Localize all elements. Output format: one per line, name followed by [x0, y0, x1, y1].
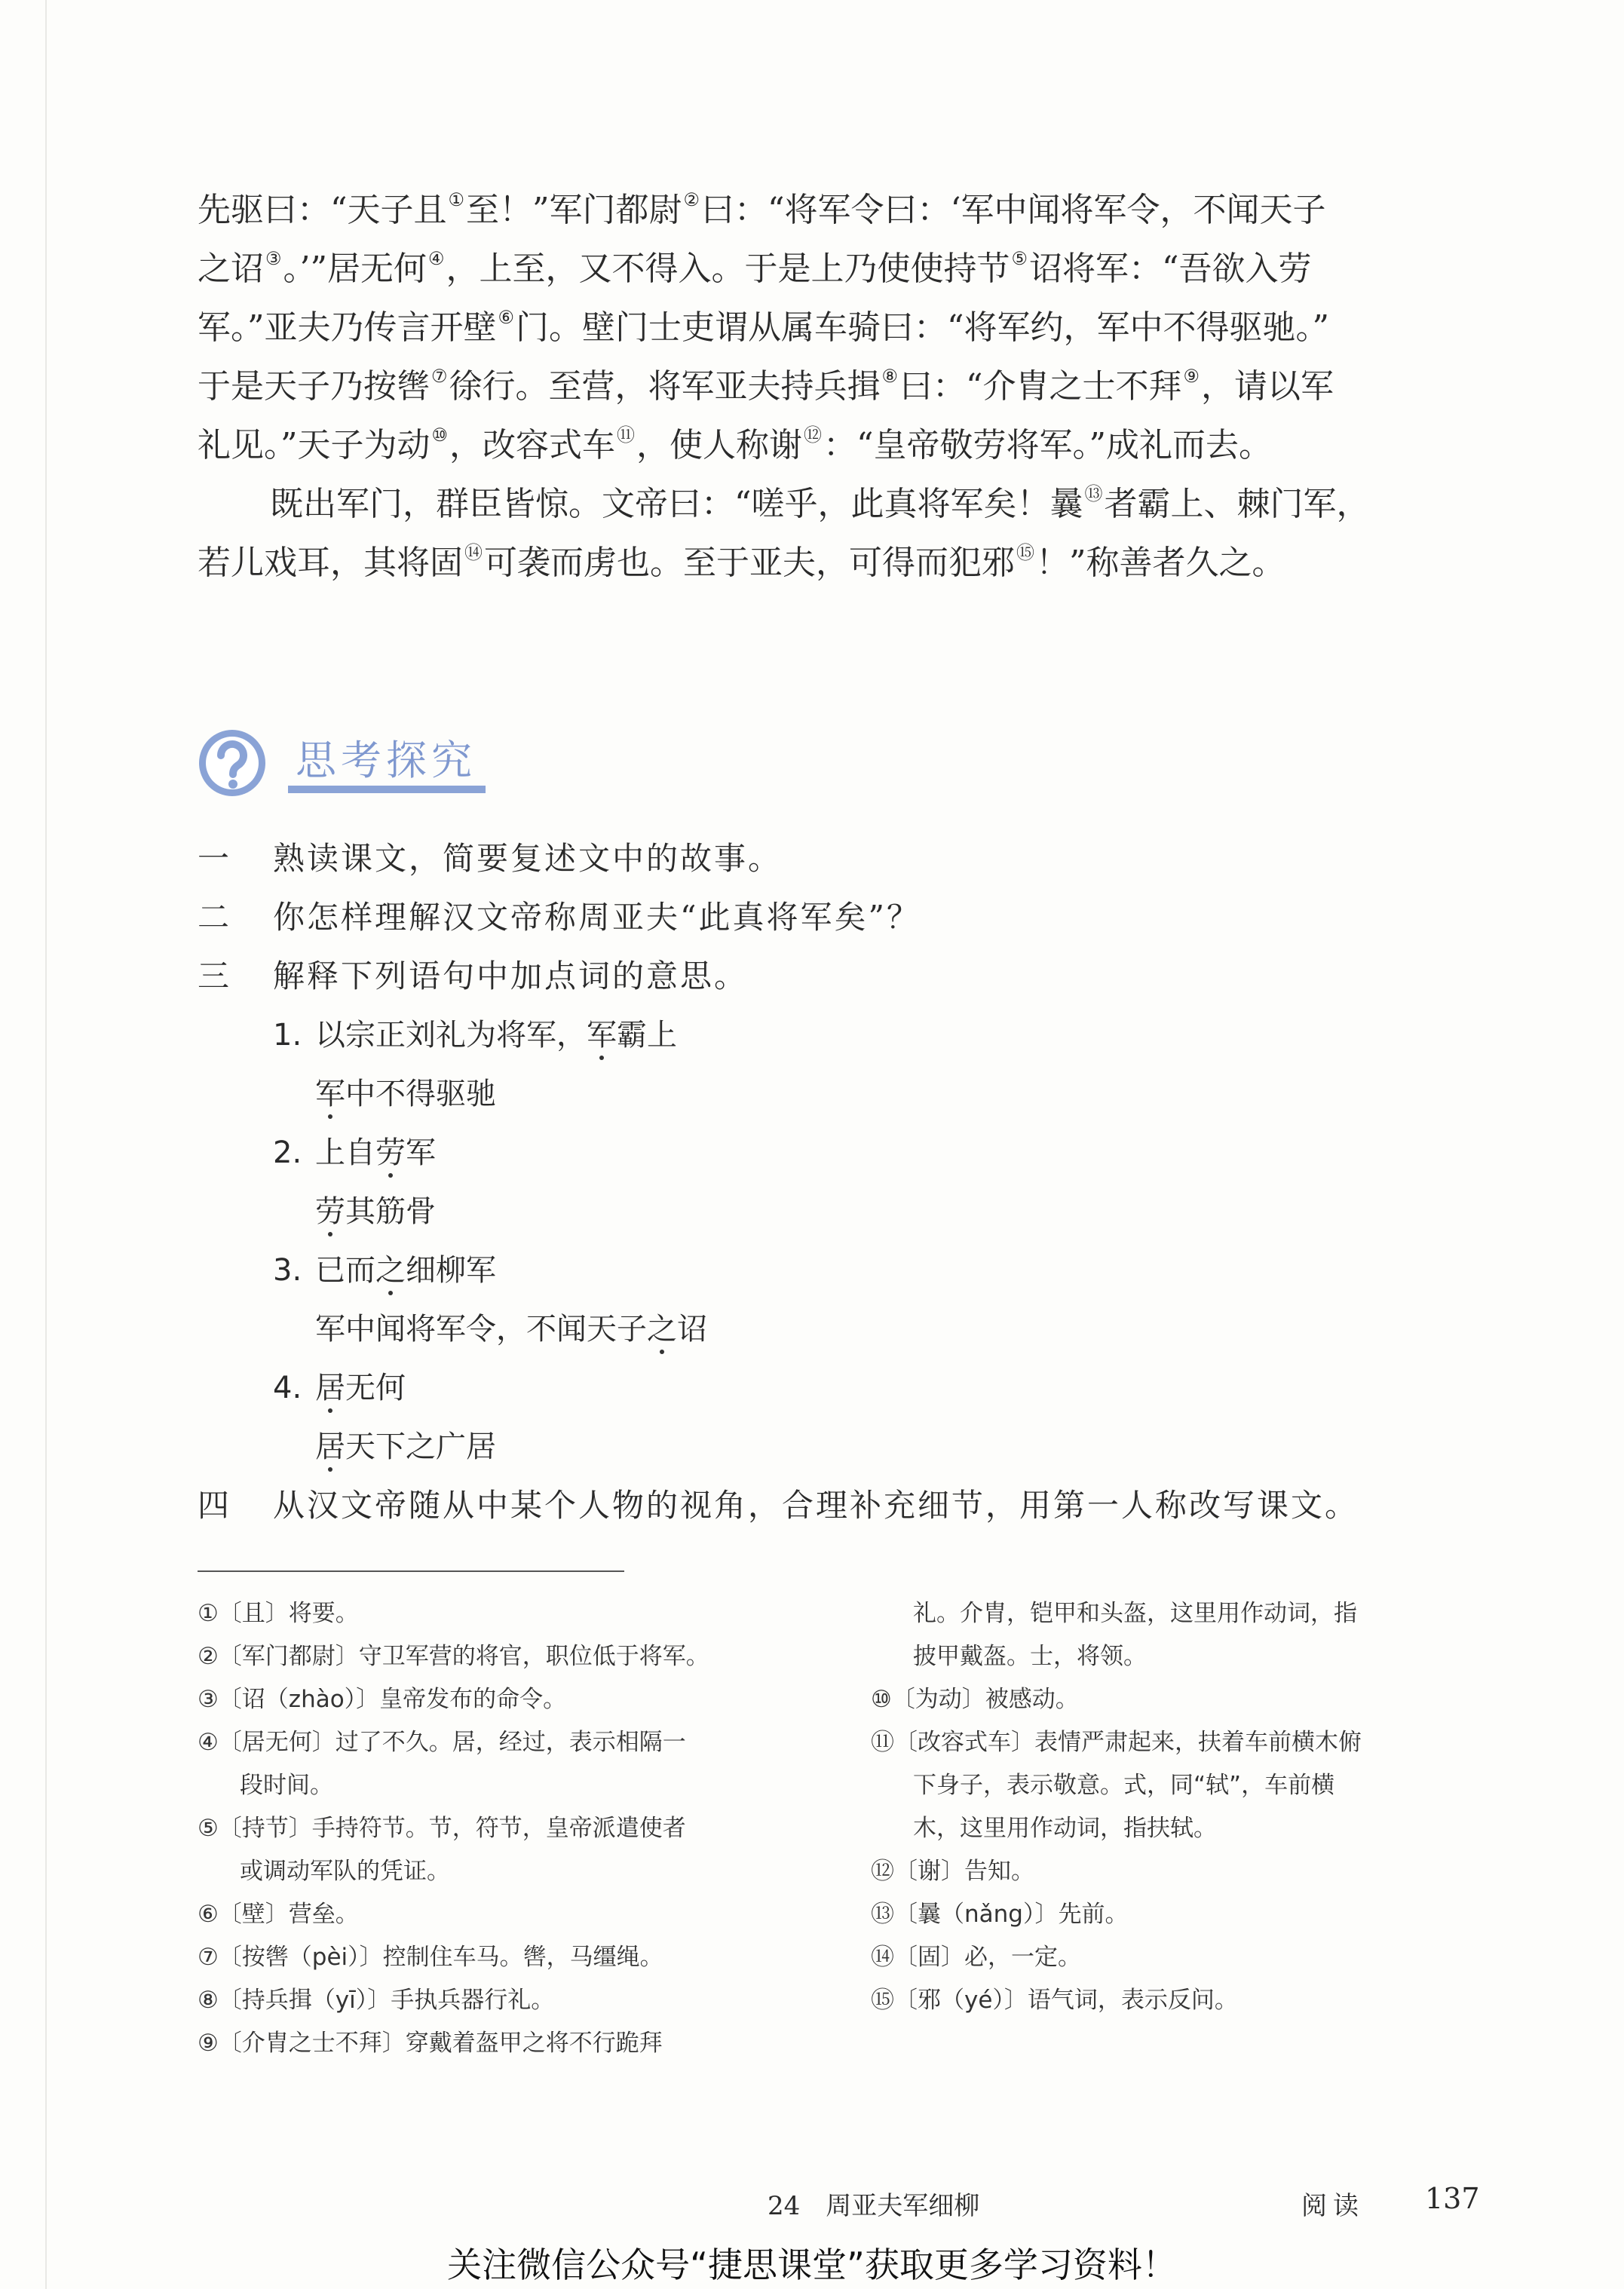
footer-unit: 阅读 [1301, 2191, 1365, 2221]
title-underline [288, 786, 486, 793]
emphasis-word: 劳 [315, 1194, 345, 1229]
footnote: ⑤〔持节〕手持符节。节，符节，皇帝派遣使者 [198, 1815, 686, 1842]
footnote-divider [198, 1570, 624, 1572]
sub-item-line: 军中不得驱驰 [315, 1077, 496, 1111]
sub-item-line: 劳其筋骨 [315, 1194, 436, 1229]
footnote: ⑬〔曩（nǎng）〕先前。 [871, 1901, 1129, 1928]
question-list [198, 829, 1494, 1535]
footer-lesson-title: 24 周亚夫军细柳 [768, 2191, 980, 2221]
sub-item: 4. 居无何 [273, 1371, 406, 1405]
question-icon [198, 728, 267, 798]
sub-item: 3. 已而之细柳军 [273, 1253, 496, 1288]
passage-line: 之诏③。’”居无何④，上至，又不得入。于是上乃使使持节⑤诏将军：“吾欲入劳 [198, 248, 1312, 288]
think-explore-header [198, 724, 514, 807]
emphasis-word: 劳 [375, 1135, 406, 1170]
section-title: 思考探究 [296, 737, 476, 784]
footnotes-right [871, 1592, 1482, 2022]
footnote: ⑨〔介胄之士不拜〕穿戴着盔甲之将不行跪拜 [198, 2030, 663, 2057]
footnote: ⑩〔为动〕被感动。 [871, 1686, 1079, 1713]
question-item: 二 你怎样理解汉文帝称周亚夫“此真将军矣”？ [198, 899, 921, 936]
emphasis-word: 军 [587, 1018, 617, 1053]
emphasis-word: 之 [647, 1312, 677, 1347]
footnote: ⑥〔壁〕营垒。 [198, 1901, 359, 1928]
passage-line: 军。”亚夫乃传言开壁⑥门。壁门士吏谓从属车骑曰：“将军约，军中不得驱驰。” [198, 307, 1330, 347]
footnotes-left [198, 1592, 816, 2065]
emphasis-word: 居 [315, 1429, 345, 1464]
sub-item: 1. 以宗正刘礼为将军，军霸上 [273, 1018, 677, 1053]
footnote: ②〔军门都尉〕守卫军营的将官，职位低于将军。 [198, 1643, 709, 1670]
page-number: 137 [1425, 2182, 1480, 2215]
sub-item: 2. 上自劳军 [273, 1135, 436, 1170]
footnote-continuation: 下身子，表示敬意。式，同“轼”，车前横 [913, 1772, 1335, 1799]
emphasis-word: 之 [375, 1253, 406, 1288]
footnote-continuation: 段时间。 [240, 1772, 333, 1799]
footnote: ⑦〔按辔（pèi）〕控制住车马。辔，马缰绳。 [198, 1944, 663, 1971]
question-item: 四 从汉文帝随从中某个人物的视角，合理补充细节，用第一人称改写课文。 [198, 1487, 1359, 1524]
question-item: 一 熟读课文，简要复述文中的故事。 [198, 840, 783, 877]
sub-item-line: 军中闻将军令，不闻天子之诏 [315, 1312, 707, 1347]
footnote-continuation: 木，这里用作动词，指扶轼。 [913, 1815, 1217, 1842]
footnote: ⑪〔改容式车〕表情严肃起来，扶着车前横木俯 [871, 1729, 1362, 1756]
passage [198, 181, 1479, 593]
passage-line: 若儿戏耳，其将固⑭可袭而虏也。至于亚夫，可得而犯邪⑮！”称善者久之。 [198, 542, 1285, 582]
footnote: ⑭〔固〕必，一定。 [871, 1944, 1081, 1971]
emphasis-word: 居 [315, 1371, 345, 1405]
footnote: ④〔居无何〕过了不久。居，经过，表示相隔一 [198, 1729, 686, 1756]
footnote: ⑧〔持兵揖（yī）〕手执兵器行礼。 [198, 1987, 555, 2014]
footnote-continuation: 礼。介胄，铠甲和头盔，这里用作动词，指 [913, 1600, 1357, 1627]
page-edge [45, 0, 47, 2289]
footnote: ⑫〔谢〕告知。 [871, 1858, 1034, 1885]
sub-item-line: 居天下之广居 [315, 1429, 496, 1464]
footnote-continuation: 披甲戴盔。士，将领。 [913, 1643, 1147, 1670]
footnote: ⑮〔邪（yé）〕语气词，表示反问。 [871, 1987, 1238, 2014]
question-item: 三 解释下列语句中加点词的意思。 [198, 958, 749, 994]
footnote: ③〔诏（zhào）〕皇帝发布的命令。 [198, 1686, 567, 1713]
passage-line: 礼见。”天子为动⑩，改容式车⑪，使人称谢⑫：“皇帝敬劳将军。”成礼而去。 [198, 424, 1273, 464]
footnote: ①〔且〕将要。 [198, 1600, 359, 1627]
passage-line: 既出军门，群臣皆惊。文帝曰：“嗟乎，此真将军矣！曩⑬者霸上、棘门军， [270, 483, 1370, 523]
passage-line: 先驱曰：“天子且①至！”军门都尉②曰：“将军令曰：‘军中闻将军令，不闻天子 [198, 189, 1326, 229]
promo-banner: 关注微信公众号“捷思课堂”获取更多学习资料！ [447, 2245, 1177, 2285]
footnote-continuation: 或调动军队的凭证。 [240, 1858, 450, 1885]
emphasis-word: 军 [315, 1077, 345, 1111]
passage-line: 于是天子乃按辔⑦徐行。至营，将军亚夫持兵揖⑧曰：“介胄之士不拜⑨，请以军 [198, 366, 1334, 406]
